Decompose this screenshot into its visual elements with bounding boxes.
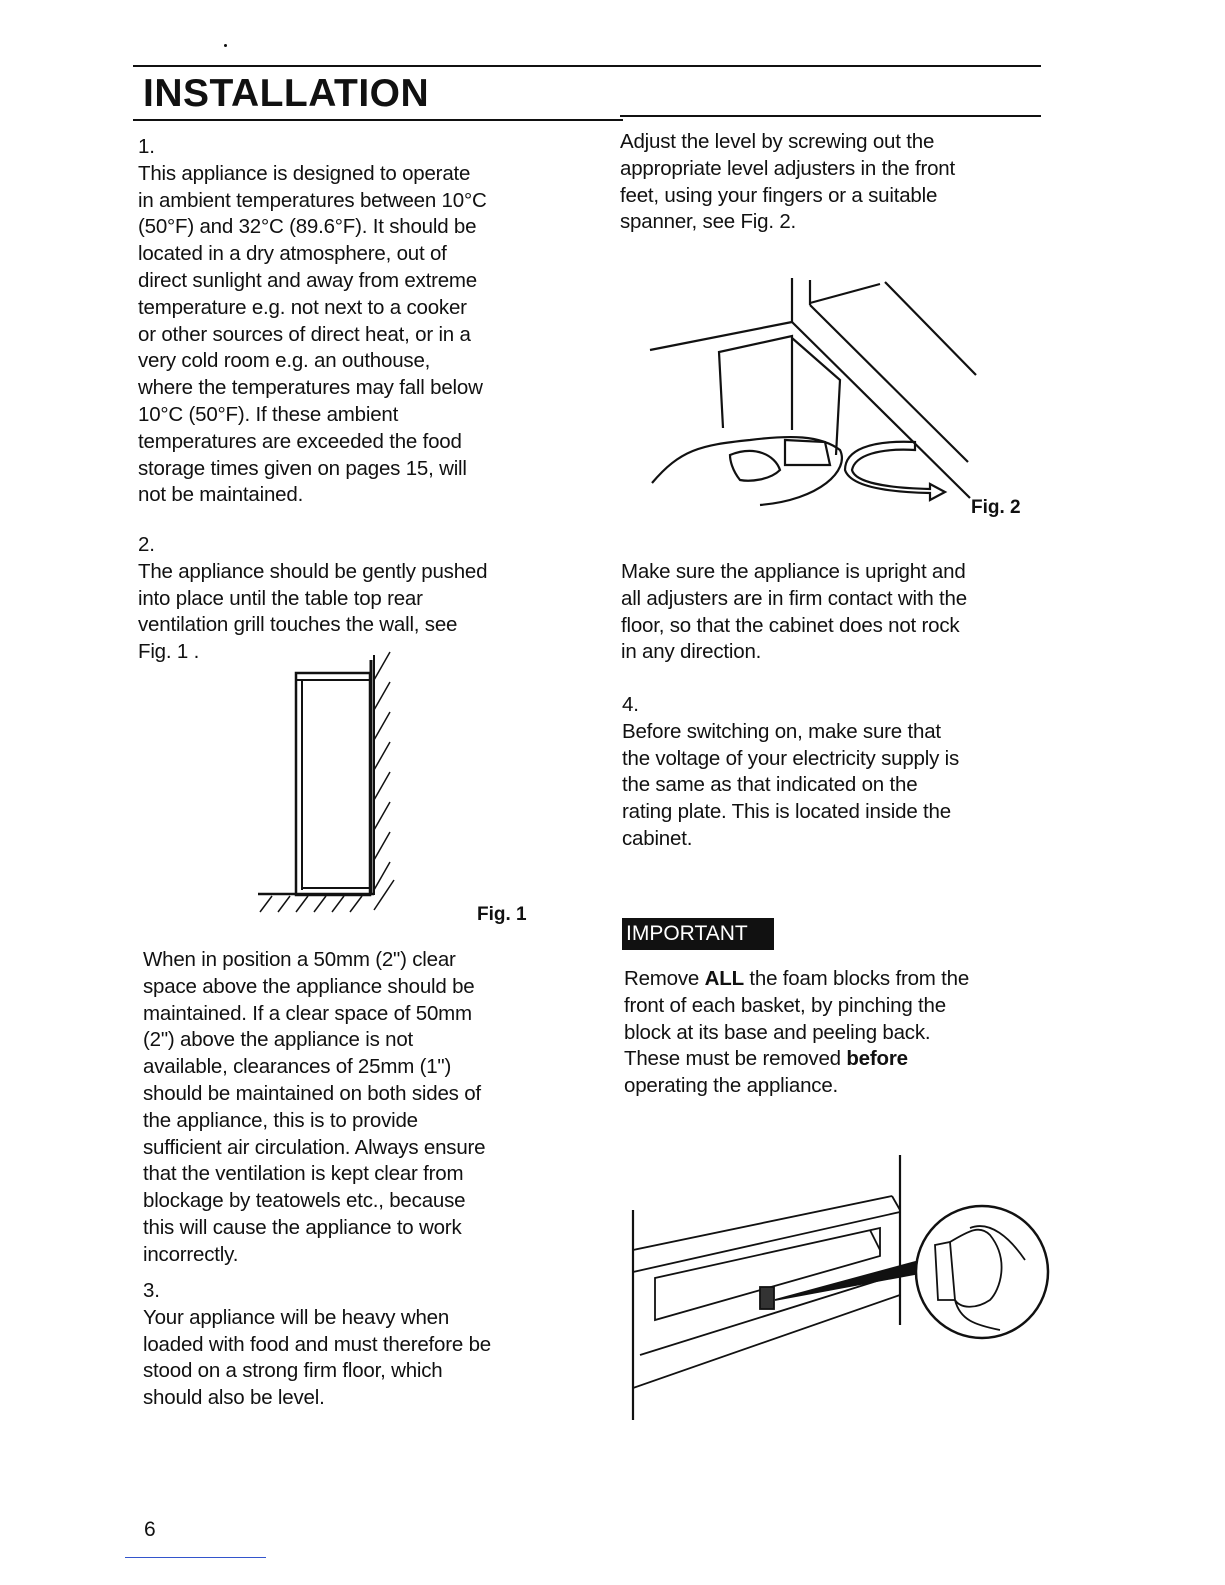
text-line: in any direction. xyxy=(621,640,762,664)
fig3-illustration xyxy=(630,1150,1060,1425)
top-rule xyxy=(133,65,1041,67)
title-underline xyxy=(133,119,623,121)
text-line: the same as that indicated on the xyxy=(622,773,918,797)
text-line: storage times given on pages 15, will xyxy=(138,456,467,480)
section-3-adjust xyxy=(620,129,955,236)
text-line: very cold room e.g. an outhouse, xyxy=(138,349,431,373)
text-line: Make sure the appliance is upright and xyxy=(621,560,966,583)
text-line: 2. xyxy=(138,533,155,556)
text-line: The appliance should be gently pushed xyxy=(138,559,488,583)
text-line: loaded with food and must therefore be xyxy=(143,1332,491,1356)
text-line: direct sunlight and away from extreme xyxy=(138,268,477,292)
text-line: 4. xyxy=(622,693,639,716)
section-1 xyxy=(138,134,487,509)
important-badge: IMPORTANT xyxy=(622,918,774,950)
text-line: should be maintained on both sides of xyxy=(143,1081,481,1105)
text-line: feet, using your fingers or a suitable xyxy=(620,183,938,207)
text-line: space above the appliance should be xyxy=(143,974,475,998)
text-line: into place until the table top rear xyxy=(138,586,423,610)
text-line: temperature e.g. not next to a cooker xyxy=(138,295,467,319)
text-line: cabinet. xyxy=(622,826,693,850)
text-line: not be maintained. xyxy=(138,483,304,507)
text-line: 1. xyxy=(138,135,155,158)
section-3-upright xyxy=(621,559,967,666)
text-line: sufficient air circulation. Always ensure xyxy=(143,1135,486,1159)
emphasis-all: ALL xyxy=(704,967,744,990)
text-line: incorrectly. xyxy=(143,1242,239,1266)
text-line: temperatures are exceeded the food xyxy=(138,429,462,453)
text-line: appropriate level adjusters in the front xyxy=(620,156,956,180)
text-line: located in a dry atmosphere, out of xyxy=(138,242,447,266)
section-3 xyxy=(143,1278,491,1412)
text-line: Fig. 1 . xyxy=(138,640,200,664)
text-line: all adjusters are in firm contact with the xyxy=(621,586,967,610)
fig2-label: Fig. 2 xyxy=(971,497,1021,518)
text-line: (50°F) and 32°C (89.6°F). It should be xyxy=(138,215,477,239)
text-line: this will cause the appliance to work xyxy=(143,1215,462,1239)
text-line: operating the appliance. xyxy=(624,1074,839,1098)
fig1-illustration xyxy=(250,640,420,920)
text-line: where the temperatures may fall below xyxy=(138,376,483,400)
text: the foam blocks from the xyxy=(743,967,970,990)
text-line: floor, so that the cabinet does not rock xyxy=(621,613,960,637)
section-2-clearance xyxy=(143,947,485,1269)
fig1-label: Fig. 1 xyxy=(477,904,527,925)
text-line: 10°C (50°F). If these ambient xyxy=(138,402,399,426)
text-line: 3. xyxy=(143,1279,160,1302)
text-line: that the ventilation is kept clear from xyxy=(143,1162,464,1186)
dot-mark xyxy=(224,44,227,47)
text-line: the appliance, this is to provide xyxy=(143,1108,418,1132)
text-line: should also be level. xyxy=(143,1386,325,1410)
page-title: INSTALLATION xyxy=(143,72,430,115)
text-line: stood on a strong firm floor, which xyxy=(143,1359,443,1383)
page-number: 6 xyxy=(144,1518,156,1541)
important-text xyxy=(624,966,969,1100)
section-4 xyxy=(622,692,959,853)
text-line: Adjust the level by screwing out the xyxy=(620,130,935,153)
text-line: When in position a 50mm (2") clear xyxy=(143,948,456,971)
text-line: block at its base and peeling back. xyxy=(624,1020,931,1044)
text-line: available, clearances of 25mm (1") xyxy=(143,1055,452,1079)
text-line: in ambient temperatures between 10°C xyxy=(138,188,487,212)
text-line: Your appliance will be heavy when xyxy=(143,1305,450,1329)
text-line: This appliance is designed to operate xyxy=(138,161,471,185)
text-line: the voltage of your electricity supply is xyxy=(622,746,960,770)
emphasis-before: before xyxy=(846,1047,908,1071)
title-underline-right xyxy=(620,115,1041,117)
text-line: Before switching on, make sure that xyxy=(622,719,941,743)
text-line: rating plate. This is located inside the xyxy=(622,800,951,824)
text-line: ventilation grill touches the wall, see xyxy=(138,613,458,637)
text-line: front of each basket, by pinching the xyxy=(624,993,946,1017)
text-line: spanner, see Fig. 2. xyxy=(620,210,797,234)
text: Remove xyxy=(624,967,705,990)
text-line: or other sources of direct heat, or in a xyxy=(138,322,471,346)
text: These must be removed xyxy=(624,1047,847,1071)
text-line: blockage by teatowels etc., because xyxy=(143,1189,466,1213)
fig2-illustration xyxy=(640,270,990,510)
bottom-rule xyxy=(125,1557,266,1558)
text-line: maintained. If a clear space of 50mm xyxy=(143,1001,472,1025)
text-line: (2") above the appliance is not xyxy=(143,1028,414,1052)
